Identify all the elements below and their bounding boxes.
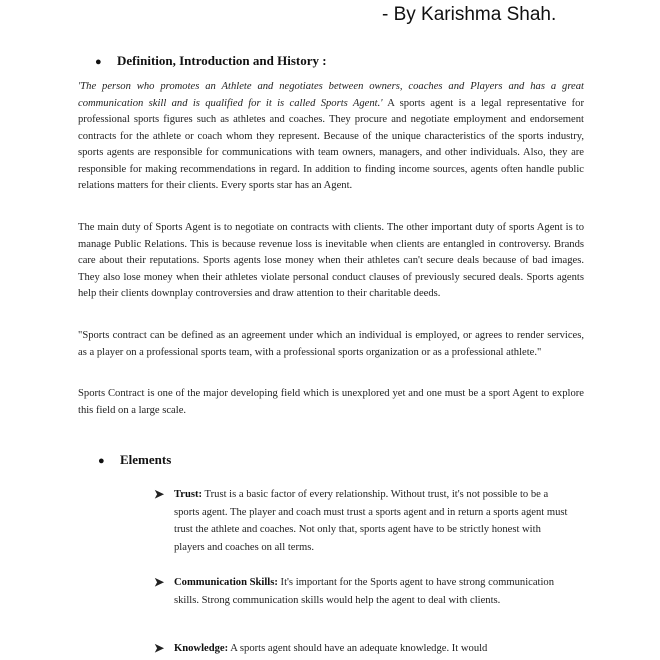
arrow-bullet-icon: ➤ xyxy=(154,487,165,501)
element-item-knowledge xyxy=(154,640,574,658)
section-heading-elements xyxy=(98,452,171,468)
element-term: Knowledge: xyxy=(174,643,229,654)
element-item-trust xyxy=(154,486,574,556)
arrow-bullet-icon: ➤ xyxy=(154,575,165,589)
element-item-communication xyxy=(154,574,574,609)
section-heading-text: Elements xyxy=(120,452,172,467)
paragraph-definition xyxy=(78,79,584,195)
element-term: Communication Skills: xyxy=(174,577,278,588)
paragraph-contract-field: Sports Contract is one of the major developing field which is unexplored yet and one must be a sport Agent to explore this field on a large scale. xyxy=(78,388,584,416)
bullet-icon: ● xyxy=(95,56,102,68)
author-line: - By Karishma Shah. xyxy=(382,4,557,25)
arrow-bullet-icon: ➤ xyxy=(154,641,165,655)
element-text: It's important for the Sports agent to have strong communication skills. Strong communication skills would help the agent to deal with clients. xyxy=(174,577,555,606)
paragraph-text: A sports agent is a legal representative for professional sports figures such as athletes and coaches. They procure and negotiate employment and endorsement contracts for the athlete or coach whom they represent. Because of the unique characteristics of the sports industry, sports agents are responsible for communications with team owners, managers, and other individuals. Also, they are responsible for making recommendations in regard. In addition to finding income sources, agents often handle public relations matters for their clients. Every sports star has an Agent. xyxy=(78,97,584,191)
paragraph-duties: The main duty of Sports Agent is to negotiate on contracts with clients. The other important duty of sports Agent is to manage Public Relations. This is because revenue loss is inevitable when clients are entangled in controversy. Brands care about their reputations. Sports agents lose money when their athletes can't secure deals because of bad images. They also lose money when their athletes violate personal conduct clauses of previously secured deals. Sports agents help their clients downplay controversies and draw attention to their charitable deeds. xyxy=(78,222,584,299)
element-term: Trust: xyxy=(174,489,203,500)
element-text: A sports agent should have an adequate knowledge. It would xyxy=(228,643,488,654)
section-heading-definition xyxy=(95,53,327,69)
definition-quote: 'The person who promotes an Athlete and negotiates between owners, coaches and Players and has a great communication skill and is qualified for it is called Sports Agent.' xyxy=(78,81,584,109)
bullet-icon: ● xyxy=(98,455,105,467)
element-text: Trust is a basic factor of every relationship. Without trust, it's not possible to be a sports agent. The player and coach must trust a sports agent and in return a sports agent must trust the athlete and coaches. Not only that, sports agent have to be strictly honest with players and coaches on all terms. xyxy=(174,489,568,553)
paragraph-contract-quote: "Sports contract can be defined as an agreement under which an individual is employed, or agrees to render services, as a player on a professional sports team, with a professional sports organization or as a professional athlete." xyxy=(78,330,584,358)
section-heading-text: Definition, Introduction and History : xyxy=(117,53,327,68)
